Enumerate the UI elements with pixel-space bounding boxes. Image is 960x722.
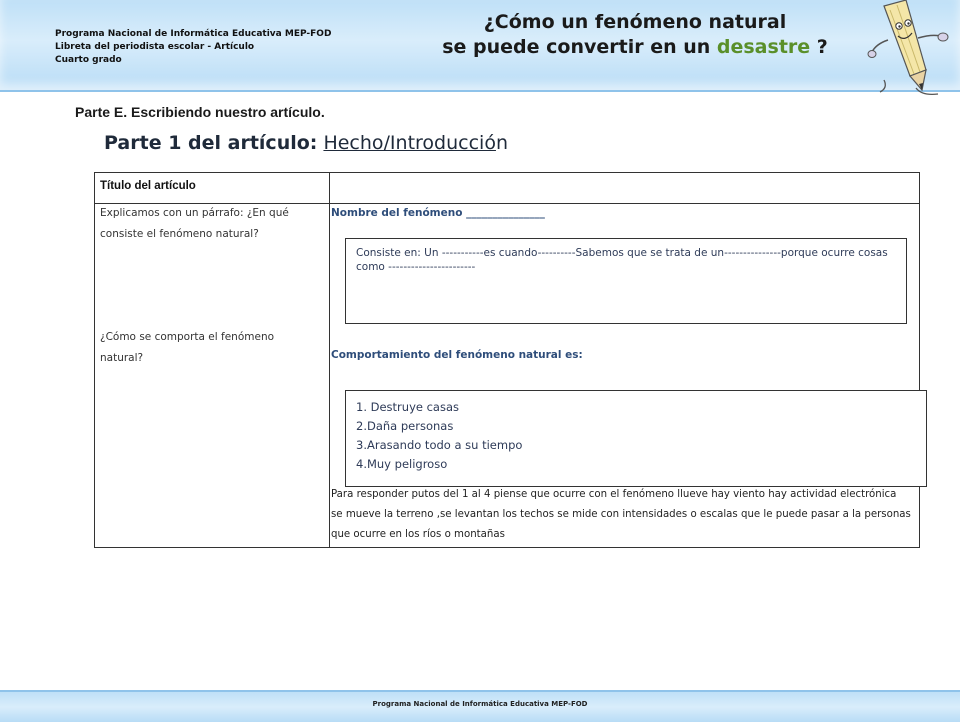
question-phenomenon: Explicamos con un párrafo: ¿En qué consiste el fenómeno natural? xyxy=(100,207,289,240)
page-title xyxy=(400,10,870,60)
title-line-2-end: ? xyxy=(810,36,828,58)
list-item: 1. Destruye casas xyxy=(356,400,460,414)
instructions-text: Para responder putos del 1 al 4 piense que ocurre con el fenómeno llueve hay viento hay actividad electrónica se mueve la terreno ,se levantan los techos se mide con intensidades o escalas que le puede pasar a la personas que ocurre en los ríos o montañas xyxy=(331,489,911,540)
behavior-list xyxy=(356,398,522,474)
program-info xyxy=(55,28,331,67)
article-title-label: Título del artículo xyxy=(100,180,196,192)
behavior-box xyxy=(345,390,927,487)
title-line-2-start: se puede convertir en un xyxy=(442,36,717,58)
part-title xyxy=(104,132,508,154)
notebook-name: Libreta del periodista escolar - Artículo xyxy=(55,42,255,52)
title-highlight: desastre xyxy=(716,36,811,58)
part-subject-tail: n xyxy=(495,132,508,154)
title-line-1: ¿Cómo un fenómeno natural xyxy=(483,11,787,33)
list-item: 2.Daña personas xyxy=(356,419,454,433)
grade-label: Cuarto grado xyxy=(55,55,122,65)
column-divider xyxy=(329,173,330,547)
program-name: Programa Nacional de Informática Educativa MEP-FOD xyxy=(55,29,332,39)
list-item: 4.Muy peligroso xyxy=(356,457,448,471)
definition-text: Consiste en: Un -----------es cuando----------Sabemos que se trata de un---------------porque ocurre cosas como ----------------------- xyxy=(356,247,888,273)
part-subject: Hecho/Introducció xyxy=(323,132,496,154)
article-table xyxy=(94,172,920,548)
title-line-2 xyxy=(400,35,870,60)
part-label: Parte 1 del artículo: xyxy=(104,132,318,154)
section-title: Parte E. Escribiendo nuestro artículo. xyxy=(75,104,325,120)
list-item: 3.Arasando todo a su tiempo xyxy=(356,438,523,452)
definition-box xyxy=(345,238,907,324)
footer-text: Programa Nacional de Informática Educativa MEP-FOD xyxy=(372,700,588,708)
footer-band xyxy=(0,690,960,722)
pencil-character-icon xyxy=(866,0,958,100)
header-band xyxy=(0,0,960,92)
phenomenon-name-label: Nombre del fenómeno _______________ xyxy=(331,207,545,219)
question-behavior: ¿Cómo se comporta el fenómeno natural? xyxy=(100,331,275,364)
behavior-label: Comportamiento del fenómeno natural es: xyxy=(331,349,583,361)
